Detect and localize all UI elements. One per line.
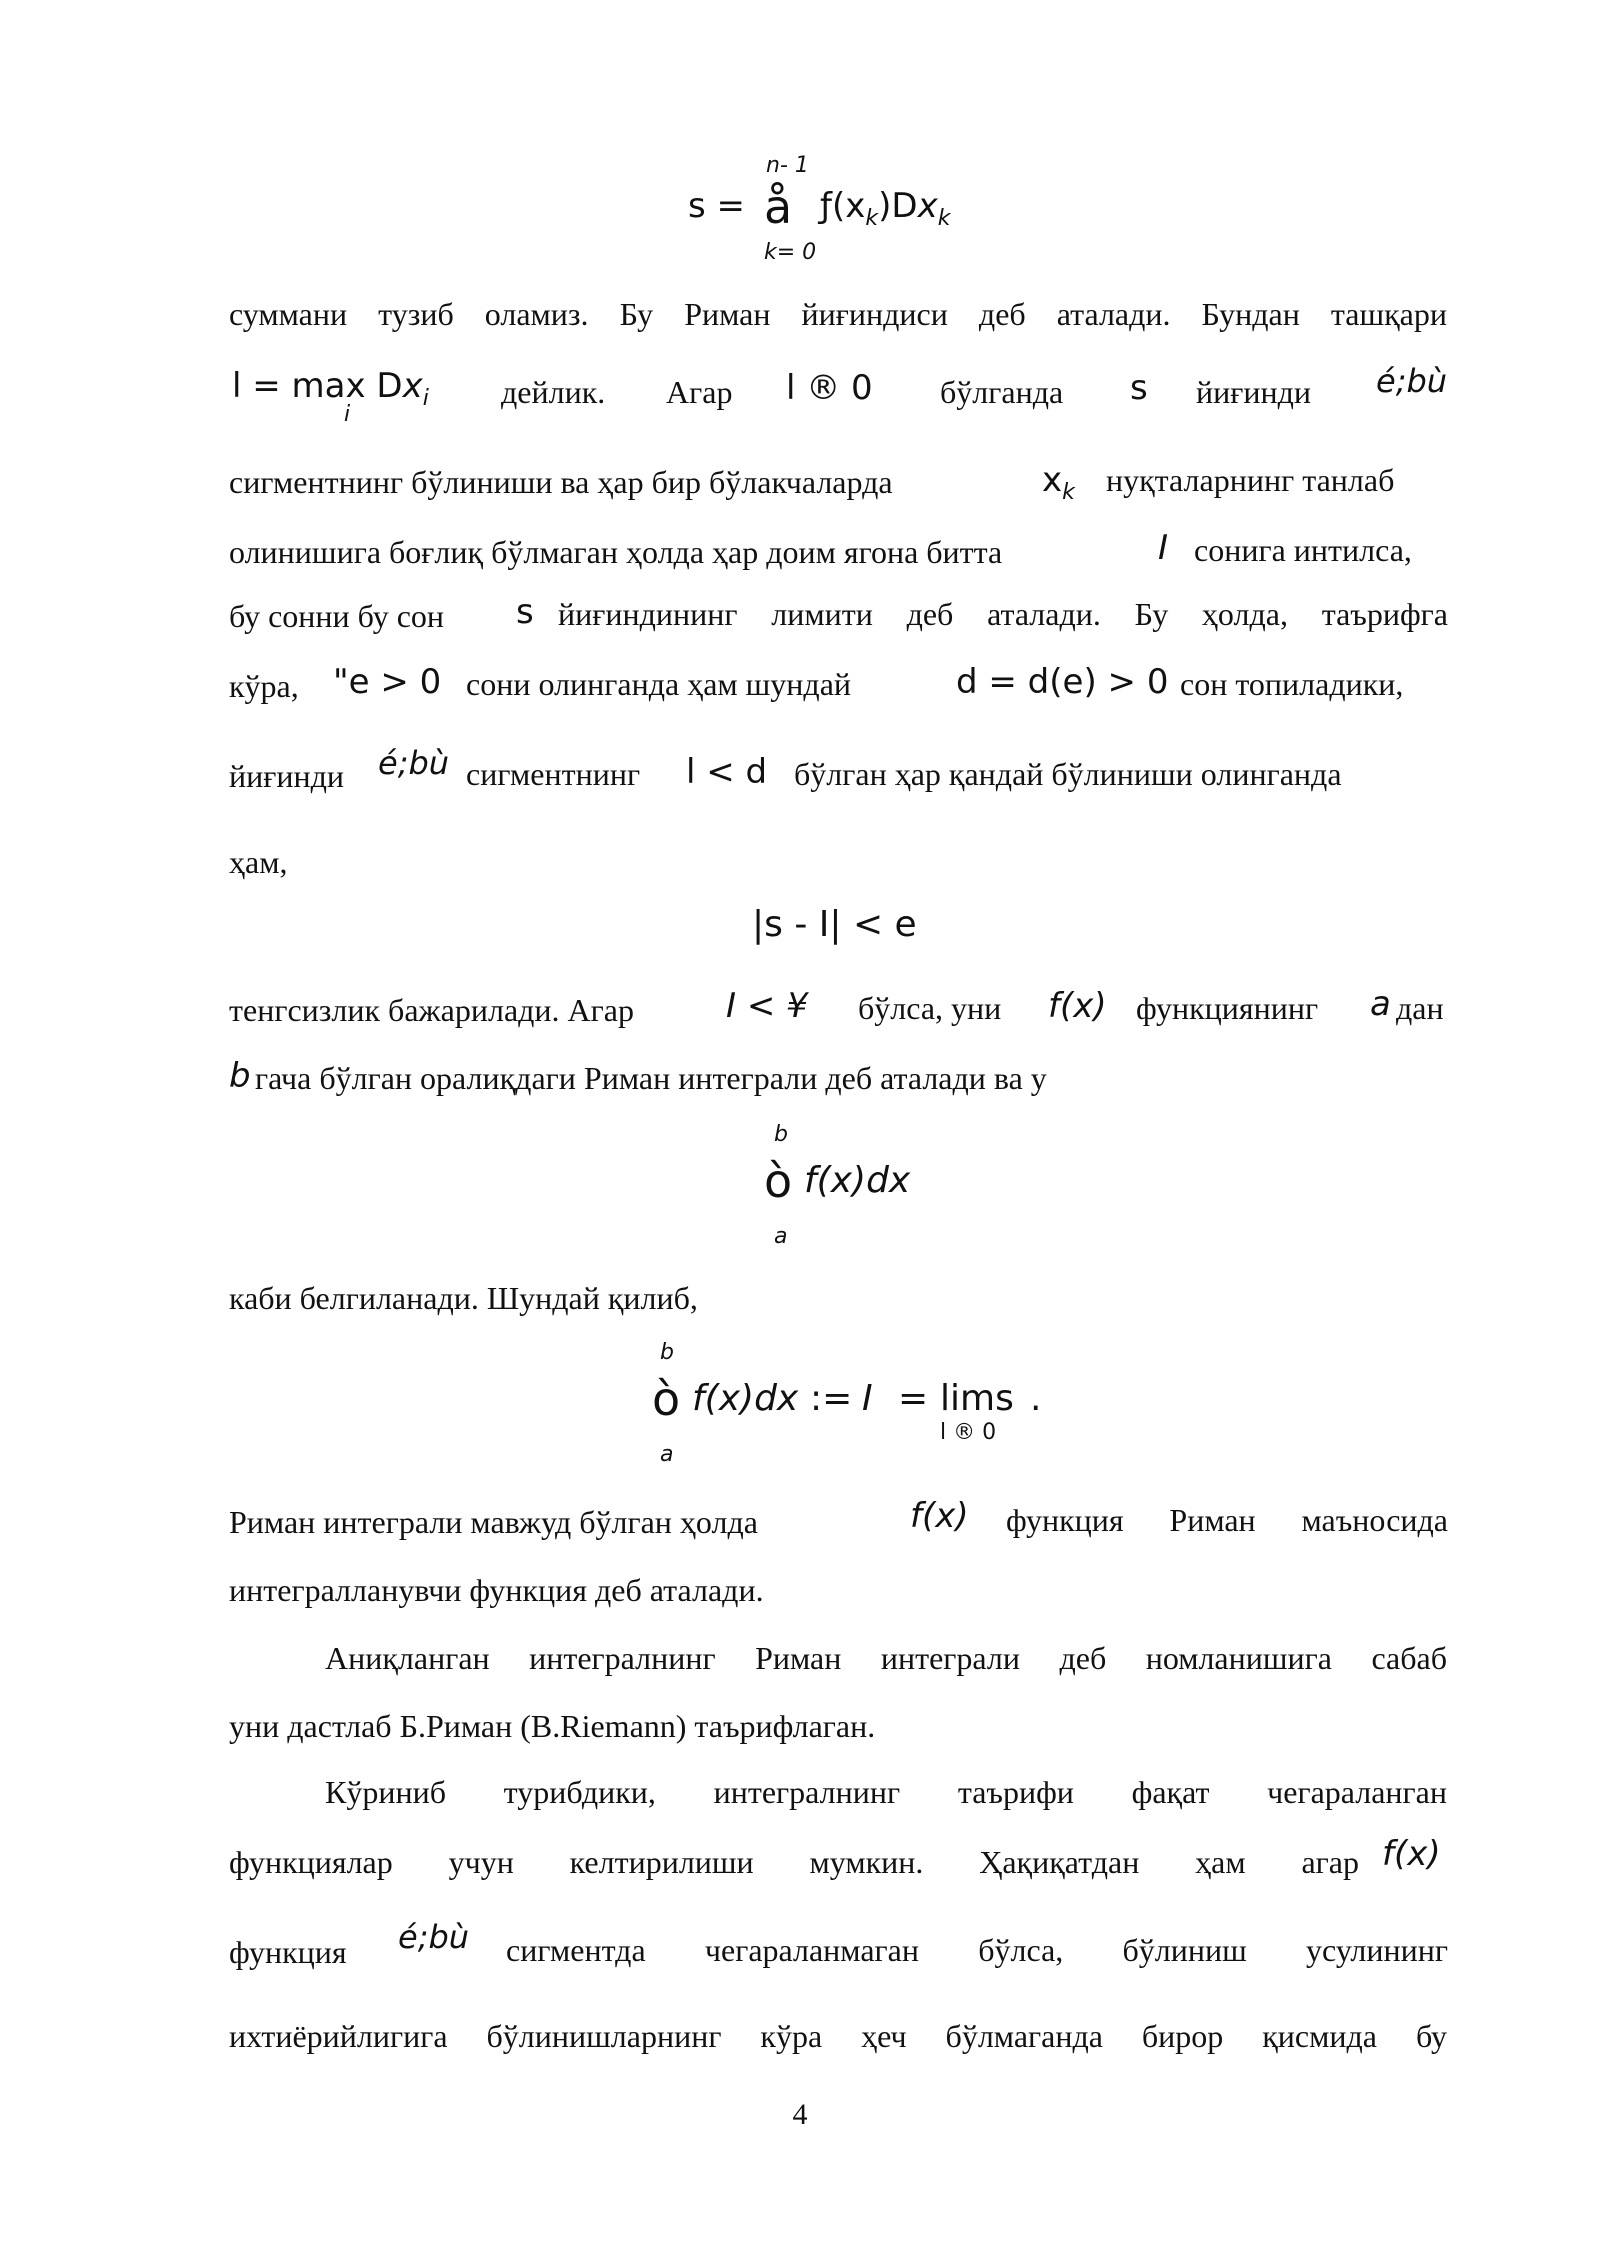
integral-body: f(x)dx <box>804 1160 911 1201</box>
para1-line5a: бу сонни бу сон <box>229 598 445 634</box>
def-integral-lower: a <box>660 1442 674 1467</box>
s-symbol: s <box>1130 368 1148 408</box>
sum-lower-limit: k= 0 <box>764 240 817 265</box>
segment-ab-2: é;bù <box>378 744 450 782</box>
para4-line2: интегралланувчи функция деб аталади. <box>229 1572 764 1608</box>
para2-line2: гача бўлган оралиқдаги Риман интеграли деб аталади ва у <box>255 1060 1047 1096</box>
para1-line7b: сигментнинг <box>466 756 641 792</box>
I-symbol: I <box>1158 528 1169 568</box>
forall-epsilon: "e > 0 <box>333 662 442 702</box>
para1-line6a: кўра, <box>229 668 299 704</box>
para2-line1d: дан <box>1396 990 1444 1026</box>
para1-line8: ҳам, <box>229 844 288 880</box>
def-equals: = <box>898 1378 929 1419</box>
para6-line3a: функция <box>229 1934 347 1970</box>
integral-sign: ò <box>764 1154 793 1208</box>
para6-line1: Кўриниб турибдики, интегралнинг таърифи фақат чегараланган <box>325 1774 1447 1810</box>
def-lim-subscript: l ® 0 <box>940 1420 997 1445</box>
sum-upper-limit: n- 1 <box>766 153 809 178</box>
para4-line1a: Риман интеграли мавжуд бўлган ҳолда <box>229 1504 758 1540</box>
integral-lower: a <box>774 1224 788 1249</box>
para1-line5b: йиғиндининг лимити деб аталади. Бу ҳолда, таърифга <box>558 596 1448 632</box>
para1-line4a: олинишига боғлиқ бўлмаган ҳолда ҳар доим ягона битта <box>229 534 1003 570</box>
segment-ab: é;bù <box>1376 362 1448 400</box>
max-subscript: i <box>344 402 351 427</box>
lambda-to-zero: l ® 0 <box>786 368 873 408</box>
a-symbol: a <box>1370 984 1391 1024</box>
def-I: I <box>862 1378 873 1419</box>
formula-abs-inequality: |s - I| < e <box>752 904 917 945</box>
xk-symbol: $x_k$ <box>1042 460 1075 505</box>
delta-definition: d = d(e) > 0 <box>956 662 1169 702</box>
s-symbol-2: s <box>516 592 534 632</box>
def-dot: . <box>1030 1378 1042 1419</box>
word-deylik: дейлик. <box>501 374 606 410</box>
sigma-symbol: å <box>764 180 793 234</box>
I-less-infinity: I < ¥ <box>726 986 808 1026</box>
para6-line4: ихтиёрийлигига бўлинишларнинг кўра ҳеч бўлмаганда бирор қисмида бу <box>229 2018 1447 2054</box>
f-of-x-2: f(x) <box>910 1496 969 1536</box>
para2-line1a: тенгсизлик бажарилади. Агар <box>229 992 634 1028</box>
lambda-definition: $l = \max Dx_i$ <box>232 366 429 411</box>
para1-line6b: сони олинганда ҳам шундай <box>466 666 852 702</box>
para6-line3b: сигментда чегараланмаган бўлса, бўлиниш усулининг <box>506 1932 1448 1968</box>
para5-line1: Аниқланган интегралнинг Риман интеграли деб номланишига сабаб <box>325 1640 1447 1676</box>
word-bulganda: бўлганда <box>940 374 1064 410</box>
para3-line: каби белгиланади. Шундай қилиб, <box>229 1280 698 1316</box>
word-agar: Агар <box>666 374 733 410</box>
def-integral-upper: b <box>660 1340 674 1365</box>
para6-line2a: функциялар учун келтирилиши мумкин. Ҳақиқатдан ҳам агар <box>229 1844 1359 1880</box>
integral-upper: b <box>774 1122 788 1147</box>
def-integral-sign: ò <box>652 1372 681 1426</box>
b-symbol: b <box>229 1056 251 1096</box>
para2-line1c: функциянинг <box>1136 990 1319 1026</box>
para2-line1b: бўлса, уни <box>858 990 1002 1026</box>
para1-line3a: сигментнинг бўлиниши ва ҳар бир бўлакчаларда <box>229 464 893 500</box>
sum-body: $ƒ(x_k)Dx_k$ <box>820 186 951 231</box>
para1-line4b: сонига интилса, <box>1194 532 1412 568</box>
word-yigindi: йиғинди <box>1196 374 1312 410</box>
f-of-x-3: f(x) <box>1382 1834 1441 1874</box>
para4-line1b: функция Риман маъносида <box>1006 1502 1448 1538</box>
para1-line7c: бўлган ҳар қандай бўлиниши олинганда <box>794 756 1342 792</box>
para1-line7a: йиғинди <box>229 758 345 794</box>
f-of-x: f(x) <box>1048 986 1107 1026</box>
segment-ab-3: é;bù <box>398 1918 470 1956</box>
sum-lhs: s = <box>688 186 746 226</box>
page-number: 4 <box>792 2098 808 2131</box>
para1-line6c: сон топиладики, <box>1180 666 1404 702</box>
lambda-less-delta: l < d <box>686 752 768 792</box>
def-lim: lims <box>940 1378 1014 1419</box>
def-assign: := <box>810 1378 853 1419</box>
def-integral-body: f(x)dx <box>692 1378 799 1419</box>
para5-line2: уни дастлаб Б.Риман (B.Riemann) таърифлаган. <box>229 1708 876 1744</box>
para1-line1: суммани тузиб оламиз. Бу Риман йиғиндиси деб аталади. Бундан ташқари <box>229 296 1447 332</box>
para1-line3b: нуқталарнинг танлаб <box>1106 462 1395 498</box>
